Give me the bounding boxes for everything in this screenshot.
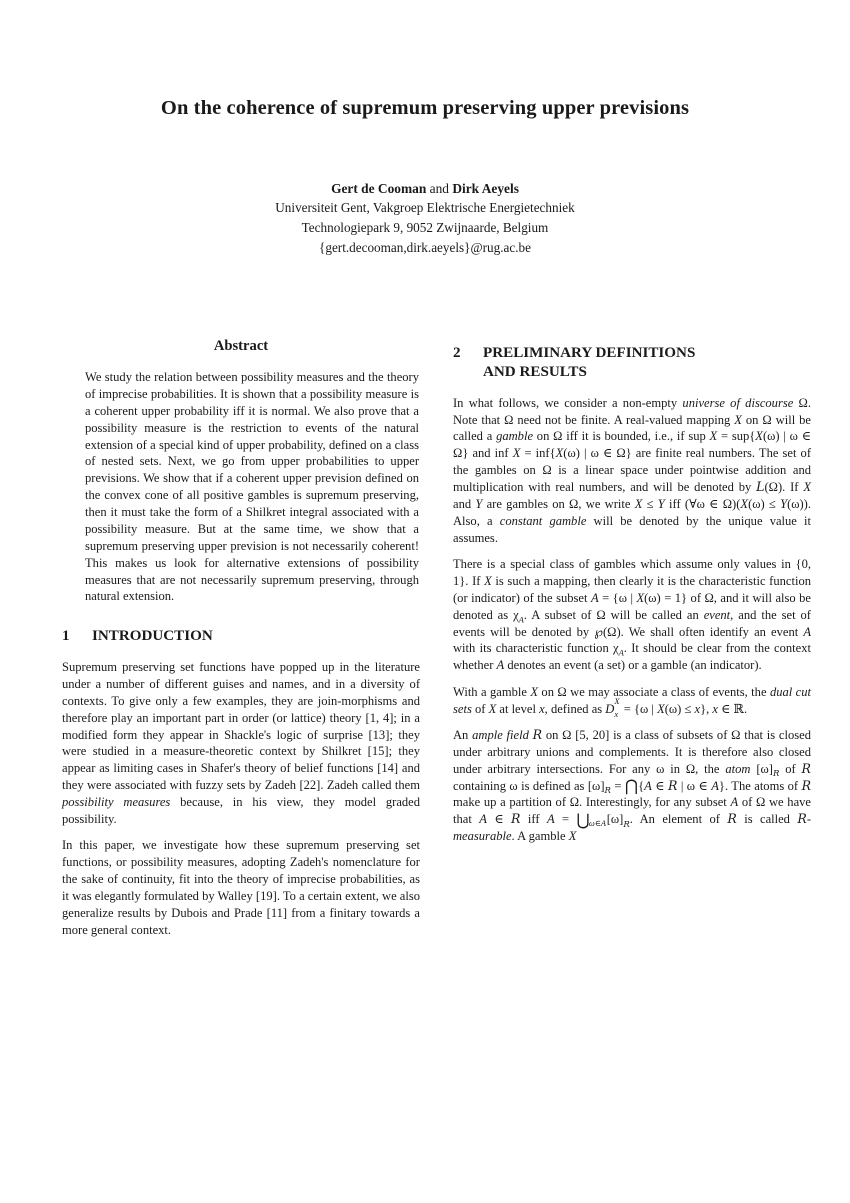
s2p2-t7: with its characteristic function χ: [453, 641, 619, 656]
s2p3-D-subscript: x: [614, 708, 619, 719]
section-2-paragraph-1: [453, 395, 811, 547]
s2p4-var-a5: A: [546, 812, 555, 827]
author-conjunction: and: [426, 180, 453, 196]
affiliation-line-2: Technologiepark 9, 9052 Zwijnaarde, Belgium: [301, 219, 549, 235]
s2p1-var-y2: Y: [657, 496, 665, 511]
s2p3-var-x-level-2: x: [694, 701, 701, 716]
s2p4-cal-R1: R: [532, 726, 543, 742]
s2p3-t5: , defined as: [544, 701, 606, 716]
s1p1-emph: possibility measures: [62, 795, 171, 810]
s2p3-var-x3: X: [657, 701, 665, 716]
s2p4-cal-R6: R: [727, 811, 737, 827]
s2p4-em3: -measurable: [453, 812, 812, 844]
author-names: [0, 179, 850, 199]
s2p4-var-a1: A: [644, 778, 652, 793]
page-title: On the coherence of supremum preserving upper previsions: [160, 97, 690, 119]
s2p4-var-a2: A: [711, 778, 719, 793]
author-email: {gert.decooman,dirk.aeyels}@rug.ac.be: [319, 239, 531, 255]
s2p1-em1: universe of discourse: [682, 395, 794, 410]
s2p4-cal-R-sub1: R: [772, 769, 780, 780]
s2p2-sub-a1: A: [518, 614, 524, 625]
affiliation-line-1: Universiteit Gent, Vakgroep Elektrische Energietechniek: [275, 200, 575, 216]
author-name-1: Gert de Cooman: [331, 180, 427, 196]
s2p4-t10: }. The atoms of: [718, 778, 802, 793]
s2p1-t11: are gambles on Ω, we write: [482, 496, 635, 511]
abstract-body: [85, 369, 419, 605]
s2p3-t8: },: [700, 701, 713, 716]
section-2-title-line-1: PRELIMINARY DEFINITIONS: [483, 345, 696, 361]
section-1-title: INTRODUCTION: [92, 628, 213, 645]
s2p1-var-x3: X: [755, 429, 763, 444]
s2p3-t4: at level: [496, 701, 540, 716]
abstract-paragraph: We study the relation between possibility measures and the theory of imprecise probabilities. It is shown that a possibility measure is a coherent upper probability iff it is normal. We also prove that a possibility measure is the restriction to events of the natural extension of a special kind of upper probability, defined on a class of nested sets. Next, we go from upper probabilities to upper previsions. We show that if a coherent upper prevision defined on the convex cone of all positive gambles is supremum preserving, then it must take the form of a Shilkret integral associated with a possibility measure. But at the same time, we show that a supremum preserving upper prevision is not necessarily coherent! This makes us look for alternative extensions of possibility measures that are not necessarily supremum preserving, through natural extension.: [85, 370, 419, 604]
s2p2-t3: = {ω |: [598, 590, 637, 605]
s1p1-text-a: Supremum preserving set functions have popped up in the literature under a number of different guises and names, and in a diversity of contexts. To give only a few examples, they are join-morphisms and therefore play an important part in order (or lattice) theory [1, 4]; in a modified form they appear in Shackle's logic of surprise [13]; they were studied in a measure-theoretic context by Shilkret [15]; they appear as limiting cases in Shafer's theory of belief functions [14] and they were associated with fuzzy sets by Zadeh [22]. Zadeh called them: [62, 660, 420, 793]
s2p4-t8: ∈: [651, 778, 668, 793]
author-block: [0, 179, 850, 257]
s2p2-sub-a2: A: [618, 647, 624, 658]
section-2-number: 2: [453, 345, 461, 361]
s2p1-var-x6: X: [803, 480, 811, 495]
s2p2-var-x2: X: [636, 590, 645, 605]
s2p4-t15: =: [554, 812, 577, 827]
s2p1-var-y3: Y: [780, 496, 788, 511]
s2p1-cal-L: L: [756, 479, 765, 495]
s2p4-t19: . A gamble: [511, 829, 569, 844]
section-1-number: 1: [62, 628, 70, 645]
section-2-paragraph-2: [453, 556, 811, 674]
s2p1-var-y1: Y: [475, 496, 483, 511]
s2p2-t8: . It should be clear from the context whether: [453, 641, 811, 673]
s2p2-var-x1: X: [484, 573, 492, 588]
s1p1-text-b: because, in his view, they model graded possibility.: [62, 795, 421, 826]
s2p4-cal-R7: R: [797, 811, 807, 827]
s2p4-cal-R2: R: [801, 760, 811, 776]
s2p3-D-superscript: X: [614, 696, 620, 707]
s2p3-t9: ∈: [717, 701, 734, 716]
s2p4-t16: [ω]: [606, 812, 624, 827]
s2p3-t6: = {ω |: [620, 701, 658, 716]
s2p4-t1: An: [453, 727, 473, 742]
author-name-2: Dirk Aeyels: [452, 180, 519, 196]
abstract-heading: Abstract: [213, 338, 269, 354]
right-column: [453, 338, 811, 948]
s2p4-cal-R5: R: [511, 811, 521, 827]
s2p3-t1: With a gamble: [453, 684, 531, 699]
s2p4-t18: is called: [736, 812, 798, 827]
s2p1-t8: (ω) | ω ∈ Ω} are finite real numbers. The set of the gambles on Ω is a linear space under pointwise addition and multiplication with real numbers, and will be denoted by: [453, 446, 811, 495]
union-icon: ⋃: [576, 811, 590, 829]
s2p3-t7: (ω) ≤: [664, 701, 695, 716]
section-2-heading: [453, 344, 811, 382]
s2p1-em2: gamble: [496, 429, 534, 444]
union-symbol-group: [577, 811, 607, 828]
s2p2-t5: . A subset of Ω will be called an: [523, 607, 704, 622]
s2p4-t9: | ω ∈: [677, 778, 712, 793]
s2p3-var-x-level-1: x: [539, 701, 545, 716]
s2p4-t12: of Ω we have that: [453, 795, 811, 827]
union-subscript: ω∈A: [588, 819, 606, 829]
s2p3-var-x2: X: [488, 701, 497, 716]
s2p1-em3: constant gamble: [499, 513, 587, 528]
s2p4-t13: ∈: [486, 812, 512, 827]
s2p4-var-x4: X: [568, 829, 577, 844]
s2p2-var-a1: A: [590, 590, 599, 605]
section-2-title: [483, 344, 811, 382]
s2p1-t7: = inf{: [520, 446, 556, 461]
s2p2-t6: , and the set of events will be denoted by ℘(Ω). We shall often identify an event: [453, 607, 811, 639]
s2p2-em1: event: [703, 607, 731, 622]
s2p3-D: D: [605, 701, 615, 716]
s2p2-var-a3: A: [496, 658, 505, 673]
s2p3-reals-symbol: ℝ: [733, 701, 744, 716]
s2p1-var-x4: X: [512, 446, 521, 461]
s2p3-t2: on Ω we may associate a class of events, the: [538, 684, 770, 699]
s2p1-t15: (ω)). Also, a: [453, 496, 811, 528]
section-2-paragraph-4: [453, 727, 811, 845]
s2p1-t6: (ω) | ω ∈ Ω} and inf: [453, 429, 811, 461]
s2p3-em1: dual cut sets: [453, 684, 811, 716]
s2p1-t13: iff (∀ω ∈ Ω)(: [664, 496, 741, 511]
s2p1-t5: = sup{: [717, 429, 756, 444]
s2p3-t10: .: [743, 701, 748, 716]
s2p1-t1: In what follows, we consider a non-empty: [453, 395, 683, 410]
left-column: [62, 338, 420, 948]
s2p2-t4: (ω) = 1} of Ω, and it will also be denoted as χ: [453, 590, 812, 622]
s2p2-t9: denotes an event (a set) or a gamble (an indicator).: [504, 658, 762, 673]
s2p1-var-x7: X: [634, 496, 643, 511]
s2p3-t3: of: [471, 701, 489, 716]
section-1-paragraph-2: In this paper, we investigate how these supremum preserving set functions, or possibility measures, adopting Zadeh's nomenclature for the sake of continuity, fit into the theory of imprecise probabilities, as it was elegantly formulated by Walley [19]. To a certain extent, we also generalize results by Dubois and Prade [11] from a finitary towards a more general context.: [62, 838, 420, 937]
s2p1-t9: (Ω). If: [764, 480, 804, 495]
s2p4-t14: iff: [520, 812, 547, 827]
s2p4-var-a4: A: [479, 812, 487, 827]
s2p1-t4: on Ω iff it is bounded, i.e., if sup: [533, 429, 710, 444]
s2p4-t7: {: [638, 778, 645, 793]
s2p4-t5: containing ω is defined as [ω]: [453, 778, 605, 793]
section-1-heading: [62, 627, 420, 646]
s2p1-t14: (ω) ≤: [748, 496, 781, 511]
title-block: [0, 0, 850, 122]
s2p3-var-x1: X: [530, 684, 539, 699]
s2p1-t16: will be denoted by the unique value it assumes.: [453, 513, 812, 545]
section-1-paragraph-1: [62, 659, 420, 828]
s2p2-var-a2: A: [803, 624, 811, 639]
s2p1-var-x8: X: [740, 496, 749, 511]
s2p2-t1: There is a special class of gambles which assume only values in {0, 1}. If: [453, 557, 811, 588]
s2p4-cal-R3: R: [667, 777, 678, 793]
s2p4-cal-R-sub3: R: [623, 819, 630, 830]
s2p1-t3: on Ω will be called a: [453, 412, 811, 444]
s2p4-var-a3: A: [730, 795, 739, 810]
s2p4-cal-R-sub2: R: [604, 786, 611, 797]
s2p1-t12: ≤: [642, 496, 658, 511]
s2p1-t2: Ω. Note that Ω need not be finite. A real-valued mapping: [453, 395, 811, 427]
s2p4-em1: ample field: [472, 727, 529, 742]
s2p4-t3: [ω]: [750, 761, 773, 776]
section-2-title-line-2: AND RESULTS: [483, 363, 587, 380]
intersection-icon: ⋂: [624, 777, 639, 795]
section-2-paragraph-3: [453, 684, 811, 718]
s2p4-t6: =: [610, 778, 625, 793]
s2p4-cal-R4: R: [801, 777, 812, 793]
s2p4-em2: atom: [725, 761, 751, 776]
s2p2-t2: is such a mapping, then clearly it is the characteristic function (or indicator) of the subset: [453, 573, 811, 605]
s2p4-t4: of: [779, 761, 802, 776]
body-columns: [62, 338, 812, 948]
s2p1-var-x1: X: [734, 412, 742, 427]
s2p4-t11: make up a partition of Ω. Interestingly, for any subset: [453, 795, 731, 810]
s2p3-var-x-level-3: x: [712, 701, 718, 716]
s2p1-var-x5: X: [555, 446, 564, 461]
s2p1-t10: and: [453, 496, 476, 511]
s2p1-var-x2: X: [709, 429, 718, 444]
s2p4-t17: . An element of: [629, 812, 728, 827]
dual-cut-set-symbol: [605, 696, 620, 719]
s2p4-t2: on Ω [5, 20] is a class of subsets of Ω that is closed under arbitrary unions and complements. It is therefore also closed under arbitrary intersections. For any ω in Ω, the: [453, 727, 811, 776]
